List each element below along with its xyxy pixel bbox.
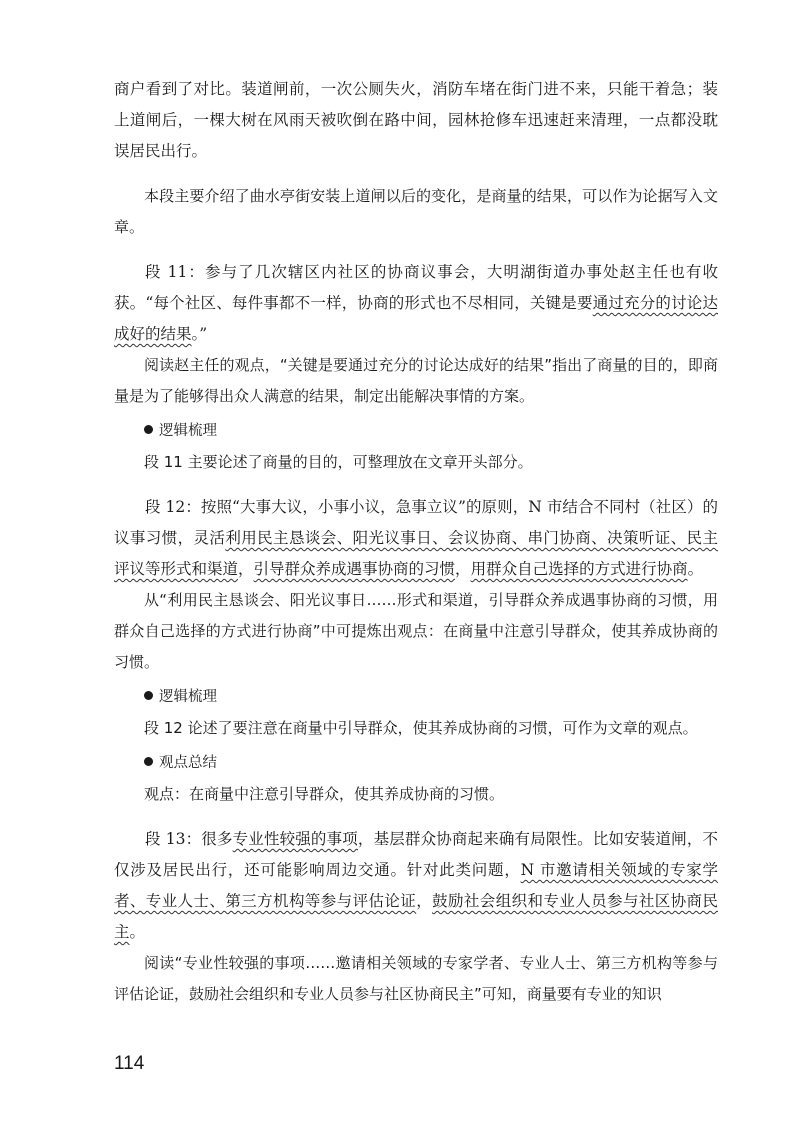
bullet-heading-logic: 逻辑梳理 (114, 682, 718, 713)
bullet-dot-icon (144, 757, 153, 766)
analysis-paragraph-12: 从“利用民主恳谈会、阳光议事日……形式和渠道，引导群众养成遇事协商的习惯，用群众自己选择的方式进行协商”中可提炼出观点：在商量中注意引导群众，使其养成协商的习惯。 (114, 591, 718, 671)
source-paragraph-12: 段 12：按照“大事大议，小事小议，急事立议”的原则，N 市结合不同村（社区）的议事习惯，灵活利用民主恳谈会、阳光议事日、会议协商、串门协商、决策听证、民主评议等形式和渠道，引导群众养成遇事协商的习惯，用群众自己选择的方式进行协商。 (114, 498, 718, 578)
page-number: 114 (114, 1053, 145, 1074)
wavy-underline-phrase: 专业性较强的事项 (232, 830, 358, 848)
wavy-underline-phrase: 利用民主恳谈会、阳光议事日、会议协商、串门协商、决策听证、民主评议等形式和渠道 (114, 529, 718, 578)
source-paragraph-11: 段 11：参与了几次辖区内社区的协商议事会，大明湖街道办事处赵主任也有收获。“每个社区、每件事都不一样，协商的形式也不尽相同，关键是要通过充分的讨论达成好的结果。” (114, 263, 718, 343)
logic-note-12: 段 12 论述了要注意在商量中引导群众，使其养成协商的习惯，可作为文章的观点。 (144, 719, 698, 737)
wavy-underline-phrase: 鼓励社会组织和专业人员参与社区协商民主 (114, 892, 718, 941)
wavy-underline-phrase: 用群众自己选择的方式进行协商 (470, 560, 688, 578)
analysis-paragraph-10: 本段主要介绍了曲水亭街安装上道闸以后的变化，是商量的结果，可以作为论据写入文章。 (114, 187, 718, 236)
wavy-underline-phrase: N 市邀请相关领域的专家学者、专业人士、第三方机构等参与评估论证 (114, 861, 718, 910)
bullet-dot-icon (144, 691, 153, 700)
bullet-heading-summary: 观点总结 (114, 748, 718, 779)
wavy-underline-phrase: 引导群众养成遇事协商的习惯 (253, 560, 456, 578)
wavy-underline-phrase: 通过充分的讨论达成好的结果 (114, 294, 718, 343)
summary-note-12: 观点：在商量中注意引导群众，使其养成协商的习惯。 (144, 785, 505, 803)
bullet-dot-icon (144, 425, 153, 434)
analysis-paragraph-13: 阅读“专业性较强的事项……邀请相关领域的专家学者、专业人士、第三方机构等参与评估论证，鼓励社会组织和专业人员参与社区协商民主”可知，商量要有专业的知识 (114, 954, 718, 1003)
logic-note-11: 段 11 主要论述了商量的目的，可整理放在文章开头部分。 (144, 453, 533, 471)
paragraph-intro-continued: 商户看到了对比。装道闸前，一次公厕失火，消防车堵在街门进不来，只能干着急；装上道闸后，一棵大树在风雨天被吹倒在路中间，园林抢修车迅速赶来清理，一点都没耽误居民出行。 (114, 80, 718, 160)
analysis-paragraph-11: 阅读赵主任的观点，“关键是要通过充分的讨论达成好的结果”指出了商量的目的，即商量是为了能够得出众人满意的结果，制定出能解决事情的方案。 (114, 356, 718, 405)
bullet-heading-logic: 逻辑梳理 (114, 416, 718, 447)
source-paragraph-13: 段 13：很多专业性较强的事项，基层群众协商起来确有局限性。比如安装道闸，不仅涉及居民出行，还可能影响周边交通。针对此类问题，N 市邀请相关领域的专家学者、专业人士、第三方机构等参与评估论证，鼓励社会组织和专业人员参与社区协商民主。 (114, 830, 718, 941)
